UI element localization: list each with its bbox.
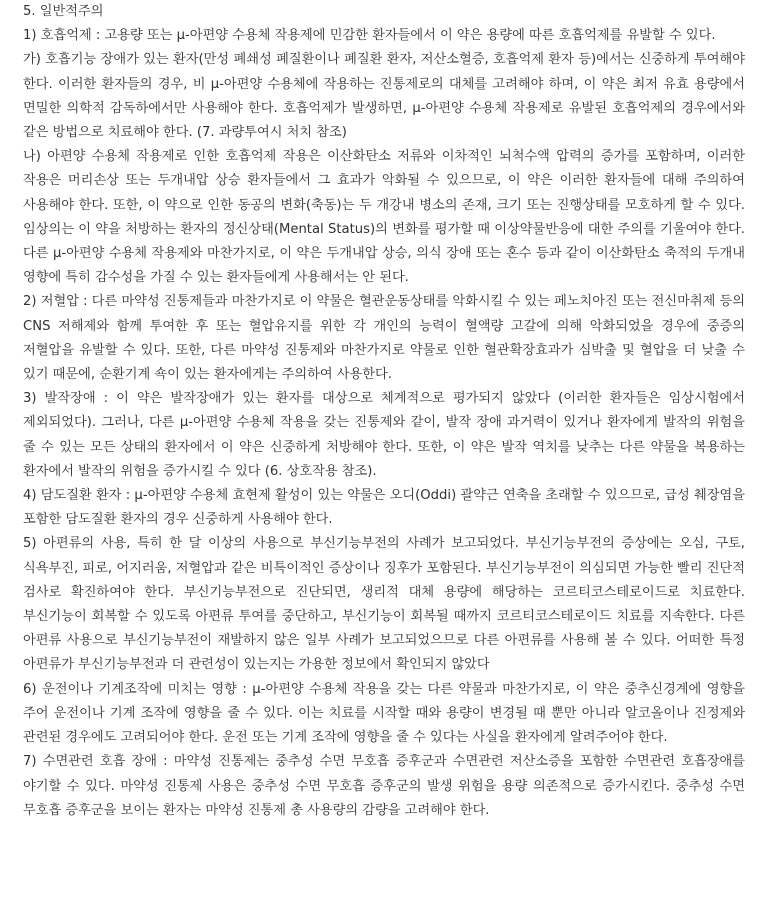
- paragraph-sleep-breathing: 7) 수면관련 호흡 장애 : 마약성 진통제는 중추성 수면 무호흡 증후군과 수면관련 저산소증을 포함한 수면관련 호흡장애를 야기할 수 있다. 마약성 진통제 사용은 중추성 수면 무호흡 증후군의 발생 위험을 용량 의존적으로 증가시킨다. 중추성 수면 무호흡 증후군을 보이는 환자는 마약성 진통제 총 사용량의 감량을 고려해야 한다.: [23, 754, 745, 818]
- paragraph-adrenal-insufficiency: 5) 아편류의 사용, 특히 한 달 이상의 사용으로 부신기능부전의 사례가 보고되었다. 부신기능부전의 증상에는 오심, 구토, 식욕부진, 피로, 어지러움, 저혈압과 같은 비특이적인 증상이나 징후가 포함된다. 부신기능부전이 의심되면 가능한 빨리 진단적 검사로 확진하여야 한다. 부신기능부전으로 진단되면, 생리적 대체 용량에 해당하는 코르티코스테로이드로 치료한다. 부신기능이 회복할 수 있도록 아편류 투여를 중단하고, 부신기능이 회복될 때까지 코르티코스테로이드 치료를 지속한다. 다른 아편류 사용으로 부신기능부전이 재발하지 않은 일부 사례가 보고되었으므로 다른 아편류를 사용해 볼 수 있다. 어떠한 특정 아편류가 부신기능부전과 더 관련성이 있는지는 가용한 정보에서 확인되지 않았다: [23, 536, 745, 673]
- paragraph-seizure-disorder: 3) 발작장애 : 이 약은 발작장애가 있는 환자를 대상으로 체계적으로 평가되지 않았다 (이러한 환자들은 임상시험에서 제외되었다). 그러나, 다른 μ-아편양 수용체 작용을 갖는 진통제와 같이, 발작 장애 과거력이 있거나 환자에게 발작의 위험을 줄 수 있는 모든 상태의 환자에서 이 약은 신중하게 처방해야 한다. 또한, 이 약은 발작 역치를 낮추는 다른 약물을 복용하는 환자에서 발작의 위험을 증가시킬 수 있다 (6. 상호작용 참조).: [23, 391, 745, 479]
- paragraph-respiratory-impairment: 가) 호흡기능 장애가 있는 환자(만성 폐쇄성 폐질환이나 폐질환 환자, 저산소혈증, 호흡억제 환자 등)에서는 신중하게 투여해야 한다. 이러한 환자들의 경우, 비 μ-아편양 수용체에 작용하는 진통제로의 대체를 고려해야 하며, 이 약은 최저 유효 용량에서 면밀한 의학적 감독하에서만 사용해야 한다. 호흡억제가 발생하면, μ-아편양 수용체 작용제로 유발된 호흡억제의 경우에서와 같은 방법으로 치료해야 한다. (7. 과량투여시 처치 참조): [23, 52, 745, 141]
- document-body: [23, 0, 745, 823]
- paragraph-intracranial-pressure: 나) 아편양 수용체 작용제로 인한 호흡억제 작용은 이산화탄소 저류와 이차적인 뇌척수액 압력의 증가를 포함하며, 이러한 작용은 머리손상 또는 두개내압 상승 환자들에서 그 효과가 악화될 수 있으므로, 이 약은 이러한 환자들에 대해 주의하여 사용해야 한다. 또한, 이 약으로 인한 동공의 변화(축동)는 두 개강내 병소의 존재, 크기 또는 진행상태를 모호하게 할 수 있다. 임상의는 이 약을 처방하는 환자의 정신상태(Mental Status)의 변화를 평가할 때 이상약물반응에 대한 주의를 기울여야 한다. 다른 μ-아편양 수용체 작용제와 마찬가지로, 이 약은 두개내압 상승, 의식 장애 또는 혼수 등과 같이 이산화탄소 축적의 두개내 영향에 특히 감수성을 가질 수 있는 환자들에게 사용해서는 안 된다.: [23, 149, 745, 286]
- paragraph-respiratory-depression: 1) 호흡억제 : 고용량 또는 μ-아편양 수용체 작용제에 민감한 환자들에서 이 약은 용량에 따른 호흡억제를 유발할 수 있다.: [23, 28, 716, 44]
- paragraph-driving-machinery: 6) 운전이나 기계조작에 미치는 영향 : μ-아편양 수용체 작용을 갖는 다른 약물과 마찬가지로, 이 약은 중추신경계에 영향을 주어 운전이나 기계 조작에 영향을 줄 수 있다. 이는 치료를 시작할 때와 용량이 변경될 때 뿐만 아니라 알코올이나 진정제와 관련된 경우에도 고려되어야 한다. 운전 또는 기계 조작에 영향을 줄 수 있다는 사실을 환자에게 알려주어야 한다.: [23, 681, 745, 746]
- paragraph-hypotension: 2) 저혈압 : 다른 마약성 진통제들과 마찬가지로 이 약물은 혈관운동상태를 악화시킬 수 있는 페노치아진 또는 전신마취제 등의 CNS 저해제와 함께 투여한 후 또는 혈압유지를 위한 각 개인의 능력이 혈액량 고갈에 의해 악화되었을 경우에 중증의 저혈압을 유발할 수 있다. 또한, 다른 마약성 진통제와 마찬가지로 약물로 인한 혈관확장효과가 심박출 및 혈압을 더 낮출 수 있기 때문에, 순환기계 쇽이 있는 환자에게는 주의하여 사용한다.: [23, 294, 746, 383]
- section-title: 5. 일반적주의: [23, 4, 104, 19]
- paragraph-biliary-disease: 4) 담도질환 환자 : μ-아편양 수용체 효현제 활성이 있는 약물은 오디(Oddi) 괄약근 연축을 초래할 수 있으므로, 급성 췌장염을 포함한 담도질환 환자의 경우 신중하게 사용해야 한다.: [23, 488, 745, 528]
